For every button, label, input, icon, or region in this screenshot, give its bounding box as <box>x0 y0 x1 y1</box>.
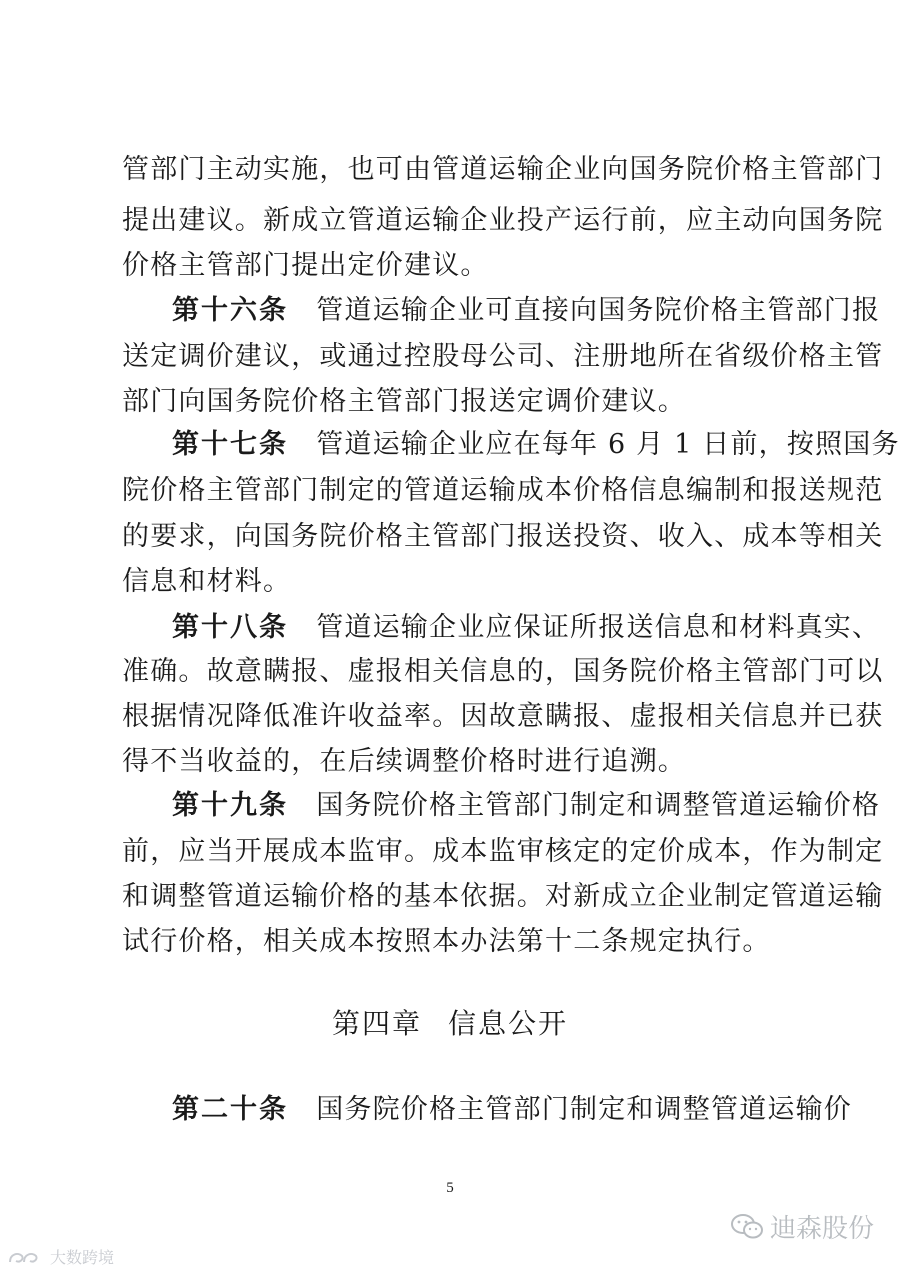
article-18-line: 第十八条 管道运输企业应保证所报送信息和材料真实、 <box>172 612 881 643</box>
text-line: 的要求，向国务院价格主管部门报送投资、收入、成本等相关 <box>122 521 884 552</box>
text-line: 价格主管部门提出定价建议。 <box>122 250 489 281</box>
watermark-left <box>6 1245 114 1268</box>
article-number: 第十八条 <box>172 612 288 643</box>
text-line: 前，应当开展成本监审。成本监审核定的定价成本，作为制定 <box>122 836 884 867</box>
article-17-line: 第十七条 管道运输企业应在每年 6 月 1 日前，按照国务 <box>172 429 900 460</box>
watermark-right <box>730 1208 874 1245</box>
chapter-number: 第四章 <box>331 1007 422 1040</box>
article-19-line: 第十九条 国务院价格主管部门制定和调整管道运输价格 <box>172 790 881 821</box>
chapter-title: 信息公开 <box>448 1007 569 1040</box>
text-line: 管部门主动实施，也可由管道运输企业向国务院价格主管部门 <box>122 154 884 185</box>
article-number: 第十七条 <box>172 429 288 460</box>
text-line: 送定调价建议，或通过控股母公司、注册地所在省级价格主管 <box>122 341 884 372</box>
wechat-icon <box>730 1213 764 1241</box>
text-line: 提出建议。新成立管道运输企业投产运行前，应主动向国务院 <box>122 205 884 236</box>
article-number: 第十六条 <box>172 295 288 326</box>
article-20-line: 第二十条 国务院价格主管部门制定和调整管道运输价 <box>172 1094 852 1125</box>
text-line: 部门向国务院价格主管部门报送定调价建议。 <box>122 386 686 417</box>
chapter-heading <box>0 1004 900 1044</box>
logo-icon <box>6 1248 46 1266</box>
text-line: 院价格主管部门制定的管道运输成本价格信息编制和报送规范 <box>122 475 884 506</box>
article-number: 第二十条 <box>172 1094 288 1125</box>
text-line: 根据情况降低准许收益率。因故意瞒报、虚报相关信息并已获 <box>122 701 884 732</box>
text-line: 和调整管道运输价格的基本依据。对新成立企业制定管道运输 <box>122 881 884 912</box>
text-line: 得不当收益的，在后续调整价格时进行追溯。 <box>122 746 686 777</box>
page-number: 5 <box>446 1180 454 1196</box>
text-line: 信息和材料。 <box>122 566 292 597</box>
watermark-right-text: 迪森股份 <box>769 1214 874 1244</box>
watermark-left-text: 大数跨境 <box>50 1248 115 1267</box>
article-number: 第十九条 <box>172 790 288 821</box>
text-line: 准确。故意瞒报、虚报相关信息的，国务院价格主管部门可以 <box>122 656 884 687</box>
article-16-line: 第十六条 管道运输企业可直接向国务院价格主管部门报 <box>172 295 881 326</box>
text-line: 试行价格，相关成本按照本办法第十二条规定执行。 <box>122 926 771 957</box>
